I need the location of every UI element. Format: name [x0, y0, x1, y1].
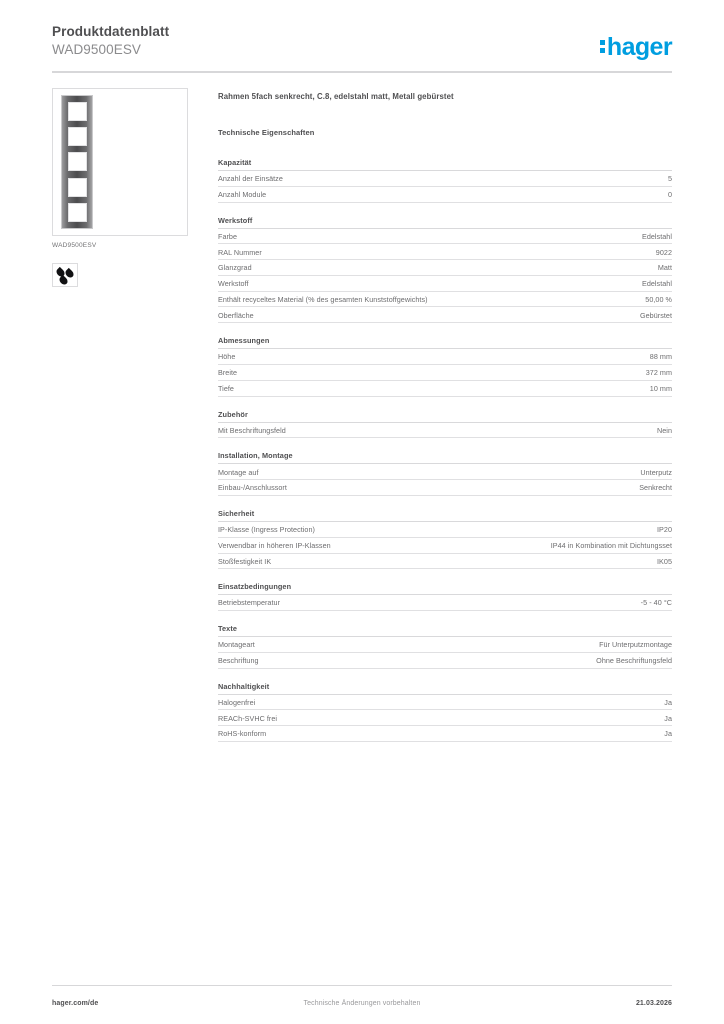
spec-group-title: Nachhaltigkeit	[218, 682, 672, 695]
spec-key: Einbau-/Anschlussort	[218, 483, 287, 493]
spec-key: Betriebstemperatur	[218, 598, 281, 608]
spec-row	[218, 307, 672, 323]
spec-row	[218, 423, 672, 439]
spec-row	[218, 171, 672, 187]
spec-group	[218, 336, 672, 396]
spec-row	[218, 480, 672, 496]
spec-row	[218, 276, 672, 292]
spec-key: Anzahl der Einsätze	[218, 174, 283, 184]
spec-key: Höhe	[218, 352, 236, 362]
spec-value: 50,00 %	[645, 294, 672, 304]
spec-value: Unterputz	[640, 467, 672, 477]
footer-disclaimer: Technische Änderungen vorbehalten	[303, 999, 421, 1007]
spec-row	[218, 726, 672, 742]
spec-row	[218, 381, 672, 397]
spec-group-title: Werkstoff	[218, 216, 672, 229]
spec-row	[218, 653, 672, 669]
spec-value: Für Unterputzmontage	[599, 640, 672, 650]
spec-key: Werkstoff	[218, 279, 249, 289]
spec-row	[218, 292, 672, 308]
spec-row	[218, 365, 672, 381]
spec-key: REACh-SVHC frei	[218, 713, 278, 723]
spec-value: 372 mm	[645, 368, 672, 378]
spec-value: 0	[667, 189, 672, 199]
spec-group-title: Texte	[218, 624, 672, 637]
spec-key: Montageart	[218, 640, 255, 650]
spec-group-title: Zubehör	[218, 410, 672, 423]
spec-row	[218, 554, 672, 570]
spec-key: Glanzgrad	[218, 263, 252, 273]
page-title: Produktdatenblatt	[52, 24, 170, 39]
spec-key: Breite	[218, 368, 238, 378]
spec-row	[218, 595, 672, 611]
page-footer	[52, 996, 672, 1010]
product-name: Rahmen 5fach senkrecht, C.8, edelstahl matt, Metall gebürstet	[218, 92, 454, 101]
spec-group	[218, 582, 672, 611]
product-image	[52, 88, 188, 236]
spec-value: Matt	[657, 263, 672, 273]
spec-value: Ja	[664, 713, 672, 723]
spec-key: Tiefe	[218, 384, 234, 393]
spec-group	[218, 158, 672, 203]
spec-value: Ja	[664, 697, 672, 707]
spec-key: Oberfläche	[218, 310, 254, 320]
spec-key: Verwendbar in höheren IP-Klassen	[218, 540, 331, 550]
spec-key: Mit Beschriftungsfeld	[218, 425, 286, 435]
spec-row	[218, 710, 672, 726]
spec-key: Beschriftung	[218, 656, 259, 666]
spec-row	[218, 187, 672, 203]
spec-group-title: Kapazität	[218, 158, 672, 171]
spec-value: Senkrecht	[639, 483, 672, 493]
spec-value: Gebürstet	[639, 310, 672, 320]
spec-key: Farbe	[218, 231, 238, 241]
spec-group	[218, 410, 672, 439]
frame-slot	[68, 102, 87, 121]
spec-value: -5 - 40 °C	[640, 598, 672, 608]
spec-value: 88 mm	[649, 352, 672, 362]
spec-value: Nein	[657, 425, 672, 435]
spec-value: Ja	[664, 729, 672, 739]
product-media-column	[52, 88, 190, 287]
footer-divider	[52, 985, 672, 986]
frame-slot	[68, 178, 87, 197]
header-divider	[52, 71, 672, 73]
spec-group-title: Installation, Montage	[218, 451, 672, 464]
spec-group	[218, 682, 672, 742]
logo-colon-icon	[600, 40, 605, 54]
spec-key: Anzahl Module	[218, 189, 267, 199]
spec-key: IP-Klasse (Ingress Protection)	[218, 525, 315, 535]
spec-value: 10 mm	[649, 384, 672, 393]
frame-slot	[68, 203, 87, 222]
spec-key: Stoßfestigkeit IK	[218, 556, 272, 566]
section-heading-technical-properties: Technische Eigenschaften	[218, 128, 315, 137]
spec-key: Enthält recyceltes Material (% des gesamten Kunststoffgewichts)	[218, 294, 428, 304]
footer-website-link[interactable]: hager.com/de	[52, 999, 99, 1007]
spec-value: Edelstahl	[641, 279, 672, 289]
spec-group-title: Abmessungen	[218, 336, 672, 349]
spec-row	[218, 229, 672, 245]
spec-group-title: Einsatzbedingungen	[218, 582, 672, 595]
footer-date: 21.03.2026	[635, 999, 672, 1007]
spec-value: Edelstahl	[641, 231, 672, 241]
spec-row	[218, 637, 672, 653]
spec-key: Halogenfrei	[218, 697, 256, 707]
logo-wordmark: hager	[606, 32, 672, 61]
spec-value: IP20	[657, 525, 672, 535]
spec-value: 5	[667, 174, 672, 184]
spec-group	[218, 509, 672, 569]
spec-row	[218, 260, 672, 276]
spec-row	[218, 695, 672, 711]
spec-group	[218, 624, 672, 669]
frame-slot	[68, 152, 87, 171]
spec-key: RAL Nummer	[218, 247, 262, 257]
page-header	[52, 24, 672, 68]
spec-key: Montage auf	[218, 467, 259, 477]
specification-groups	[218, 158, 672, 742]
spec-key: RoHS-konform	[218, 729, 267, 739]
product-image-caption: WAD9500ESV	[52, 242, 97, 249]
spec-value: 9022	[655, 247, 672, 257]
water-drops-icon	[52, 263, 78, 287]
page-subtitle: WAD9500ESV	[52, 42, 142, 57]
spec-group	[218, 216, 672, 324]
spec-row	[218, 522, 672, 538]
spec-value: IP44 in Kombination mit Dichtungsset	[550, 540, 672, 550]
spec-value: Ohne Beschriftungsfeld	[596, 656, 672, 666]
hager-logo	[600, 34, 672, 60]
frame-slot	[68, 127, 87, 146]
spec-row	[218, 244, 672, 260]
spec-group-title: Sicherheit	[218, 509, 672, 522]
spec-row	[218, 349, 672, 365]
spec-row	[218, 538, 672, 554]
spec-row	[218, 464, 672, 480]
specifications-column	[218, 92, 672, 755]
frame-5-slot-vertical-icon	[61, 95, 93, 229]
spec-group	[218, 451, 672, 496]
spec-value: IK05	[657, 556, 672, 566]
